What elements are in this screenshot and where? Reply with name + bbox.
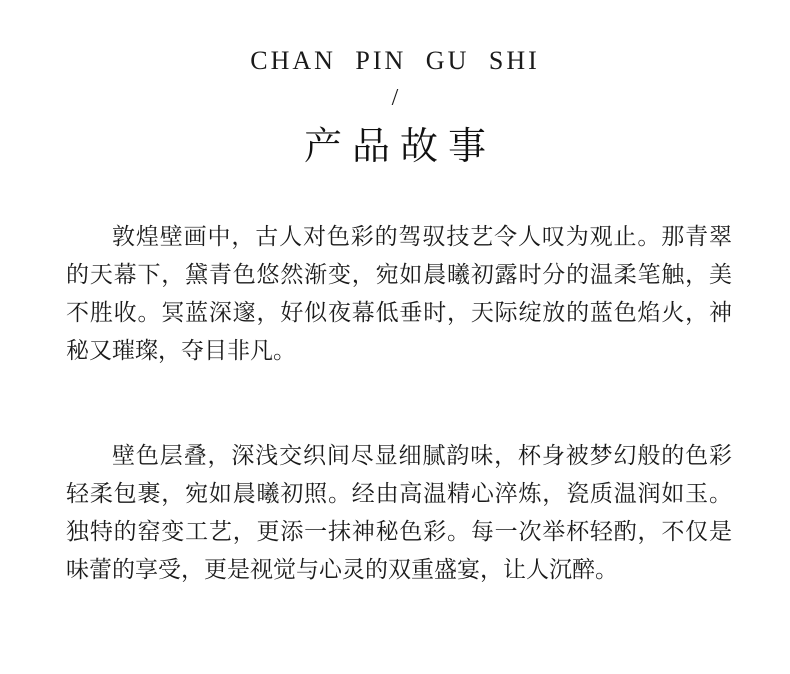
page-title: 产品故事 xyxy=(303,124,496,168)
story-paragraph-2: 壁色层叠，深浅交织间尽显细腻韵味，杯身被梦幻般的色彩轻柔包裹，宛如晨曦初照。经由高温精心淬炼，瓷质温润如玉。独特的窑变工艺，更添一抹神秘色彩。每一次举杯轻酌，不仅是味蕾的享受，更是视觉与心灵的双重盛宴，让人沉醉。 xyxy=(66,443,732,583)
page-header xyxy=(0,44,790,170)
pinyin-heading: CHAN PIN GU SHI xyxy=(250,46,540,75)
story-paragraph-1: 敦煌壁画中，古人对色彩的驾驭技艺令人叹为观止。那青翠的天幕下，黛青色悠然渐变，宛如晨曦初露时分的温柔笔触，美不胜收。冥蓝深邃，好似夜幕低垂时，天际绽放的蓝色焰火，神秘又璀璨，夺目非凡。 xyxy=(66,224,732,364)
divider-slash: / xyxy=(391,85,399,111)
